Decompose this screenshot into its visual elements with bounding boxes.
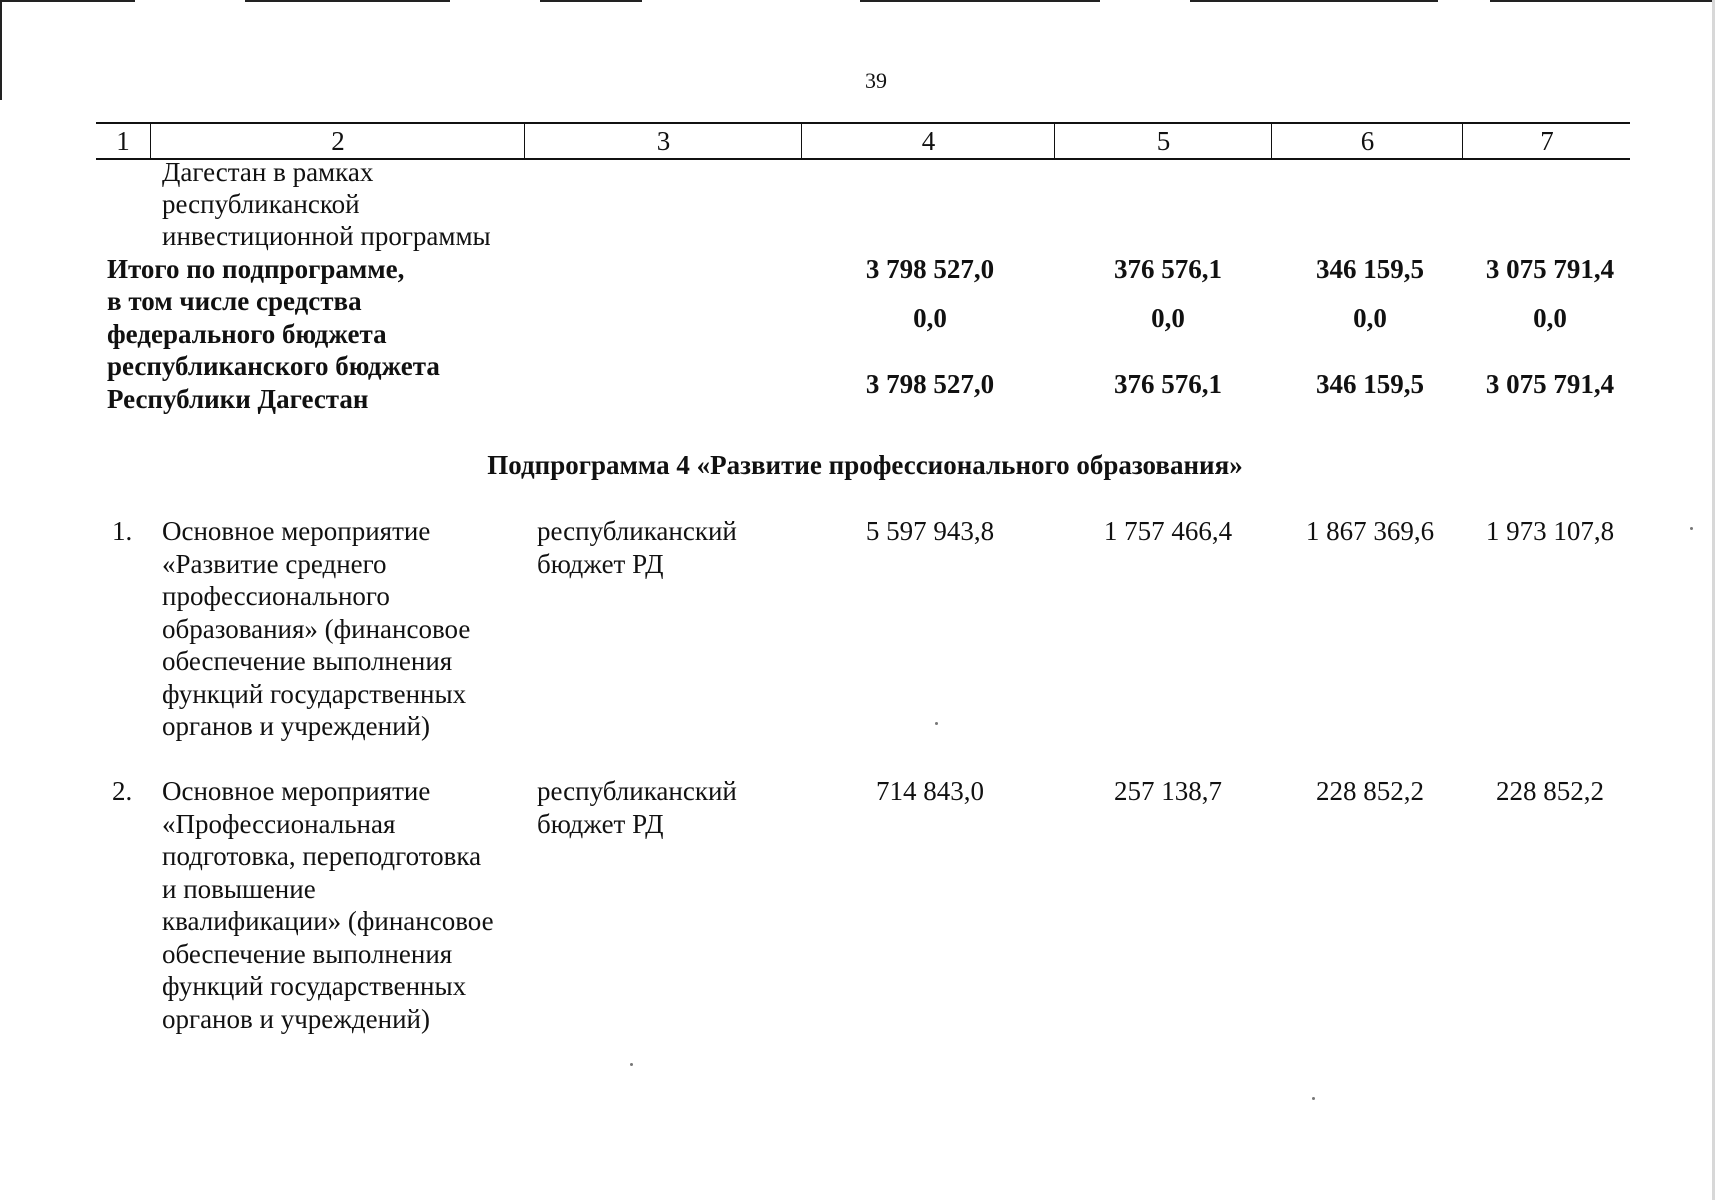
header-cell: 6: [1271, 124, 1463, 158]
item-source-line: бюджет РД: [537, 549, 664, 579]
item-name-line: «Профессиональная: [162, 809, 396, 839]
scan-speck: [630, 1063, 633, 1066]
republic-value-col4: 3 798 527,0: [865, 369, 995, 399]
item-name-line: образования» (финансовое: [162, 614, 471, 644]
header-cell: 7: [1462, 124, 1631, 158]
header-cell: 5: [1054, 124, 1272, 158]
item-name-line: органов и учреждений): [162, 711, 430, 741]
federal-label: федерального бюджета: [107, 319, 387, 349]
scan-speck: [935, 722, 938, 725]
header-cell: 1: [116, 126, 130, 156]
item-value-col5: 1 757 466,4: [1103, 516, 1233, 546]
item-name-line: функций государственных: [162, 679, 467, 709]
header-cell: 2: [150, 124, 525, 158]
item-value-col4: 714 843,0: [876, 776, 984, 806]
item-name-line: и повышение: [162, 874, 316, 904]
item-name-line: обеспечение выполнения: [162, 646, 453, 676]
item-value-col6: 228 852,2: [1316, 776, 1424, 806]
federal-value-col5: 0,0: [1151, 303, 1185, 333]
scan-speck: [1690, 527, 1693, 530]
item-name-line: органов и учреждений): [162, 1004, 430, 1034]
item-name-line: обеспечение выполнения: [162, 939, 453, 969]
total-value-col4: 3 798 527,0: [865, 254, 995, 284]
total-value-col7: 3 075 791,4: [1485, 254, 1615, 284]
section-title: Подпрограмма 4 «Развитие профессионального образования»: [487, 450, 1243, 480]
scan-border-top: [860, 0, 1100, 2]
republic-label-line: республиканского бюджета: [107, 351, 440, 381]
federal-value-col6: 0,0: [1353, 303, 1387, 333]
continued-row-name-line: Дагестан в рамках: [162, 157, 374, 187]
republic-value-col6: 346 159,5: [1316, 369, 1424, 399]
item-source-line: республиканский: [537, 516, 737, 546]
federal-value-col7: 0,0: [1533, 303, 1567, 333]
item-value-col4: 5 597 943,8: [865, 516, 995, 546]
total-label: Итого по подпрограмме,: [107, 254, 405, 284]
item-name-line: подготовка, переподготовка: [162, 841, 482, 871]
republic-value-col5: 376 576,1: [1114, 369, 1222, 399]
header-cell: 4: [801, 124, 1055, 158]
republic-value-col7: 3 075 791,4: [1485, 369, 1615, 399]
page-number: 39: [865, 68, 887, 93]
scan-border-top: [540, 0, 642, 2]
scan-border-top: [245, 0, 450, 2]
item-name-line: Основное мероприятие: [162, 776, 431, 806]
item-name-line: квалификации» (финансовое: [162, 906, 494, 936]
item-name-line: профессионального: [162, 581, 390, 611]
total-value-col6: 346 159,5: [1316, 254, 1424, 284]
republic-label-line: Республики Дагестан: [107, 384, 369, 414]
item-name-line: Основное мероприятие: [162, 516, 431, 546]
federal-value-col4: 0,0: [913, 303, 947, 333]
scan-border-top: [1190, 0, 1438, 2]
scan-speck: [1312, 1097, 1315, 1100]
item-name-line: функций государственных: [162, 971, 467, 1001]
item-name-line: «Развитие среднего: [162, 549, 387, 579]
table-header-row: [96, 122, 1630, 160]
item-value-col5: 257 138,7: [1114, 776, 1222, 806]
continued-row-name-line: инвестиционной программы: [162, 221, 491, 251]
continued-row-name-line: республиканской: [162, 189, 360, 219]
item-value-col6: 1 867 369,6: [1305, 516, 1435, 546]
item-value-col7: 228 852,2: [1496, 776, 1604, 806]
item-value-col7: 1 973 107,8: [1485, 516, 1615, 546]
including-label: в том числе средства: [107, 286, 362, 316]
item-source-line: бюджет РД: [537, 809, 664, 839]
item-number: 1.: [112, 516, 133, 546]
scan-border-top: [0, 0, 135, 2]
item-number: 2.: [112, 776, 133, 806]
scan-border-top: [1490, 0, 1715, 2]
total-value-col5: 376 576,1: [1114, 254, 1222, 284]
item-source-line: республиканский: [537, 776, 737, 806]
header-cell: 3: [524, 124, 802, 158]
